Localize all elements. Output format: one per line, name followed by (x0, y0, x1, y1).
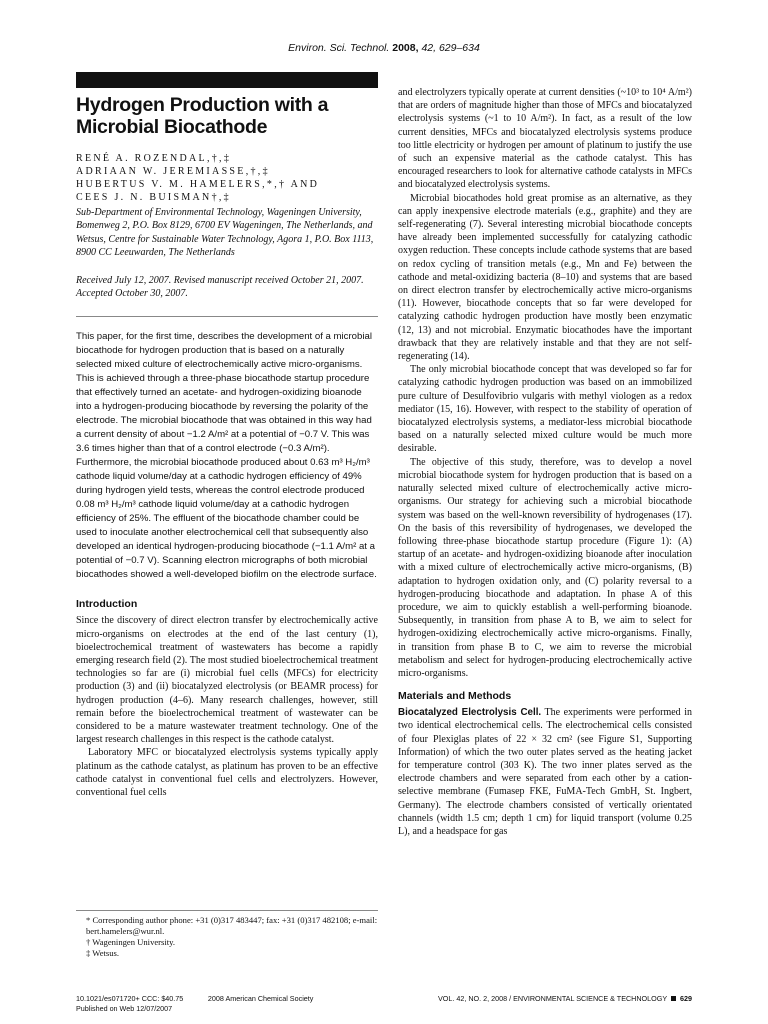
footnote-corresponding: * Corresponding author phone: +31 (0)317 483447; fax: +31 (0)317 482108; e-mail: bert.hamelers@wur.nl. (86, 915, 378, 936)
author-1: RENÉ A. ROZENDAL,†,‡ (76, 153, 232, 164)
title-bar (76, 72, 378, 88)
left-column (76, 72, 378, 799)
affiliation: Sub-Department of Environmental Technology, Wageningen University, Bomenweg 2, P.O. Box 8129, 6700 EV Wageningen, The Netherlands, and Wetsus, Centre for Sustainable Water Technology, Agora 1, P.O. Box 1113, 8900 CC Leeuwarden, The Netherlands (76, 207, 374, 259)
footnote-wageningen: † Wageningen University. (86, 937, 176, 947)
intro-paragraph-6: The objective of this study, therefore, was to develop a novel microbial biocathode system for hydrogen production that is based on a naturally selected mixed culture of electrochemically active micro-organisms. Our strategy for achieving such a microbial biocathode system was based on the well-known reversibility of hydrogenases (17). On the basis of this reversibility of hydrogenases, we developed the following three-phase biocathode startup procedure (Figure 1): (A) startup of an acetate- and hydrogen-oxidizing bioanode after inoculation with a mixed culture of electrochemically active micro-organisms, (B) adaptation to hydrogen oxidation only, and (C) polarity reversal to a hydrogen-producing biocathode and adaptation. In phase A of this procedure, we aim to quickly establish a well-performing bioanode. Subsequently, in transition from phase A to B, we aim to select for hydrogen-oxidizing electrochemically active micro-organisms. Finally, in transition from phase B to C, we aim to reverse the microbial metabolism and select for hydrogen-producing electrochemically active micro-organisms. (398, 456, 692, 679)
footnotes (76, 910, 378, 959)
article-title (76, 94, 378, 138)
square-bullet-icon (671, 996, 676, 1001)
page-number: 629 (680, 994, 692, 1003)
received-dates: Received July 12, 2007. Revised manuscript received October 21, 2007. Accepted October 30, 2007. (76, 274, 364, 300)
methods-text: The experiments were performed in two identical electrochemical cells. The electrochemical cells consisted of four Plexiglas plates of 22 × 32 cm² (see Figure S1, Supporting Information) of which the two outer plates served as the heating jacket for temperature control (303 K). The two inner plates served as the electrode chambers and were separated from each other by a cation-selective membrane (Fumasep FKE, FuMA-Tech GmbH, St. Ingbert, Germany). The electrode chambers consisted of vertically orientated channels (width 1.5 cm; depth 1 cm) for liquid transport (volume 0.25 L), and a headspace for gas (398, 707, 692, 837)
intro-paragraph-2: Laboratory MFC or biocatalyzed electrolysis systems typically apply platinum as the cathode catalyst, as platinum has proven to be an effective cathode catalyst in conventional fuel cells and electrolyzers. However, conventional fuel cells (76, 747, 378, 799)
author-3: HUBERTUS V. M. HAMELERS,*,† AND (76, 179, 320, 190)
methods-run-in: Biocatalyzed Electrolysis Cell. (398, 707, 542, 719)
intro-paragraph-1: Since the discovery of direct electron transfer by electrochemically active micro-organisms on electrodes at the end of the last century (1), bioelectrochemical treatment of wastewaters has become a rapidly emerging research field (2). The most studied bioelectrochemical treatment technologies so far are (i) microbial fuel cells (MFCs) for electricity production (3) and (ii) biocatalyzed electrolysis (or BEAMR process) for hydrogen production (4–6). Many research challenges, however, still remain before the bioelectrochemical treatment of wastewater can be considered to be a mature wastewater treatment technology. One of the largest research challenges in this respect is the cathode catalyst. (76, 615, 378, 746)
footer-doi: 10.1021/es071720+ CCC: $40.75 (76, 994, 184, 1003)
intro-paragraph-3: and electrolyzers typically operate at current densities (~10³ to 10⁴ A/m²) that are orders of magnitude higher than those of MFCs and biocatalyzed electrolysis systems (~1 to 10 A/m²). In fact, as a result of the low current densities, MFCs and biocatalyzed electrolysis systems produce too little electricity or hydrogen per amount of platinum to justify the use of such an expensive material as the cathode catalyst. This has encouraged researchers to look for alternative cathode catalysts in MFCs and biocatalyzed electrolysis systems. (398, 87, 692, 191)
title-line-2: Microbial Biocathode (76, 116, 268, 138)
methods-heading: Materials and Methods (398, 690, 512, 703)
journal-year: 2008, (392, 42, 419, 54)
author-4: CEES J. N. BUISMAN†,‡ (76, 192, 231, 203)
intro-paragraph-4: Microbial biocathodes hold great promise as an alternative, as they can apply inexpensive electrode materials (e.g., graphite) and they are self-regenerating (7). Several interesting microbial biocathode concepts have already been implemented successfully for catalyzing cathodic oxygen reduction. These concepts include cathode systems that are based on redox cycling of transition metals (e.g., Mn and Fe) between the cathode and metal-oxidizing bacteria (8–10) and systems that are based on direct electron transfer by electrochemically active micro-organisms (11). However, biocathode concepts that so far were developed for catalyzing cathodic hydrogen production have mostly been enzymatic (12, 13) and not microbial. Enzymatic biocathodes have the important drawback that they are relatively instable and that they are not self-regenerating (14). (398, 192, 692, 363)
right-column (398, 86, 692, 838)
journal-header (76, 42, 692, 54)
footer-published: Published on Web 12/07/2007 (76, 1003, 173, 1013)
divider (76, 316, 378, 317)
methods-body (398, 706, 692, 838)
intro-paragraph-5: The only microbial biocathode concept that was developed so far for catalyzing cathodic hydrogen production was based on an immobilized pure culture of Desulfovibrio vulgaris with methyl viologen as a redox mediator (15, 16). However, with respect to the stability of operation of biocatalyzed electrolysis systems, a mediator-less microbial biocathode based on a naturally selected mixed culture would be much more desirable. (398, 364, 692, 455)
introduction-heading: Introduction (76, 598, 138, 611)
footer-journal-line: VOL. 42, NO. 2, 2008 / ENVIRONMENTAL SCIENCE & TECHNOLOGY (437, 994, 667, 1003)
author-list (76, 152, 378, 204)
introduction-body-right (398, 86, 692, 680)
journal-name: Environ. Sci. Technol. (288, 42, 390, 54)
author-2: ADRIAAN W. JEREMIASSE,†,‡ (76, 166, 270, 177)
introduction-body-left (76, 614, 378, 799)
footer-copyright: 2008 American Chemical Society (207, 994, 314, 1003)
journal-volume-pages: 42, 629–634 (421, 42, 480, 54)
footnote-wetsus: ‡ Wetsus. (86, 948, 120, 958)
footer-left (76, 994, 378, 1013)
methods-paragraph-1 (398, 706, 692, 838)
title-line-1: Hydrogen Production with a (76, 94, 329, 116)
footer-right (398, 994, 692, 1004)
abstract: This paper, for the first time, describes the development of a microbial biocathode for hydrogen production that is based on a naturally selected mixed culture of electrochemically active micro-organisms. This is achieved through a three-phase biocathode startup procedure that effectively turned an acetate- and hydrogen-oxidizing bioanode into a hydrogen-producing biocathode by reversing the polarity of the electrode. The microbial biocathode that was obtained in this way had a current density of about −1.2 A/m² at a potential of −0.7 V. This was 3.6 times higher than that of a control electrode (−0.3 A/m²). Furthermore, the microbial biocathode produced about 0.63 m³ H₂/m³ cathode liquid volume/day at a cathodic hydrogen efficiency of 49% during hydrogen yield tests, whereas the control electrode produced 0.08 m³ H₂/m³ cathode liquid volume/day at a cathodic hydrogen efficiency of 25%. The effluent of the biocathode chamber could be used to inoculate another electrochemical cell that subsequently also developed an identical hydrogen-producing biocathode (−1.1 A/m² at a potential of −0.7 V). Scanning electron micrographs of both microbial biocathodes showed a well-developed biofilm on the electrode surface. (76, 331, 377, 581)
